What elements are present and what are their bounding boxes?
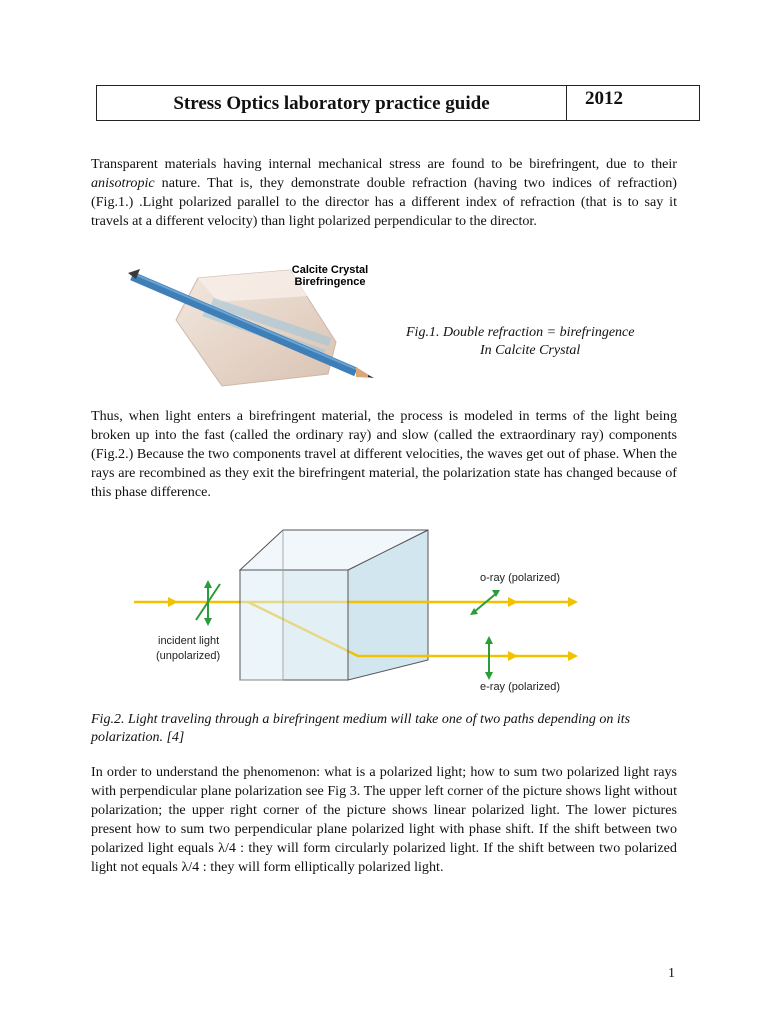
incident-label-line1: incident light <box>158 635 220 647</box>
paragraph-intro <box>91 155 677 231</box>
fig1-caption-line1: Fig.1. Double refraction = birefringence <box>406 325 635 340</box>
lambda-quarter-1: λ/4 <box>218 840 236 856</box>
para1-text-b: nature. That is, they demonstrate double refraction (having two indices of refraction) (Fig.1.) .Light polarized parallel to the director has a different index of refraction (that is to say it travels at a different velocity) than light polarized perpendicular to the director. <box>91 175 677 229</box>
para3-text-b: : they will form circularly polarized light. If the shift between two polarized light not equals <box>91 840 677 875</box>
figure-calcite-crystal <box>118 256 388 396</box>
para3-text-a: In order to understand the phenomenon: what is a polarized light; how to sum two polarized light rays with perpendicular plane polarization see Fig 3. The upper left corner of the picture shows light without polarization; the upper right corner of the picture shows linear polarized light. The lower pictures present how to sum two perpendicular plane polarized light with phase shift. If the shift between two polarized light equals <box>91 764 677 856</box>
para1-emphasis: anisotropic <box>91 175 155 191</box>
lambda-quarter-2: λ/4 <box>181 859 200 875</box>
document-title: Stress Optics laboratory practice guide <box>97 86 567 120</box>
fig1-caption-line2: In Calcite Crystal <box>480 343 581 358</box>
paragraph-polarization <box>91 763 677 877</box>
figure-birefringent-prism <box>128 520 598 700</box>
o-ray-label: o-ray (polarized) <box>480 572 561 584</box>
header-box <box>96 85 700 121</box>
page-number: 1 <box>668 966 675 981</box>
fig2-caption: Fig.2. Light traveling through a birefringent medium will take one of two paths depending on its polarization. [4] <box>91 712 631 745</box>
para3-text-c: : they will form elliptically polarized light. <box>199 859 444 875</box>
e-ray-label: e-ray (polarized) <box>480 681 561 693</box>
fig1-title-line1: Calcite Crystal <box>291 264 369 276</box>
fig1-title-line2: Birefringence <box>294 276 366 288</box>
document-year: 2012 <box>585 88 623 109</box>
paragraph-birefringence: Thus, when light enters a birefringent material, the process is modeled in terms of the light being broken up into the fast (called the ordinary ray) and slow (called the extraordinary ray) components (Fig.2.) Because the two components travel at different velocities, the waves get out of phase. When the rays are recombined as they exit the birefringent material, the polarization state has changed because of this phase difference. <box>91 408 677 500</box>
para1-text-a: Transparent materials having internal mechanical stress are found to be birefringent, due to their <box>91 156 677 172</box>
incident-label-line2: (unpolarized) <box>156 650 221 662</box>
